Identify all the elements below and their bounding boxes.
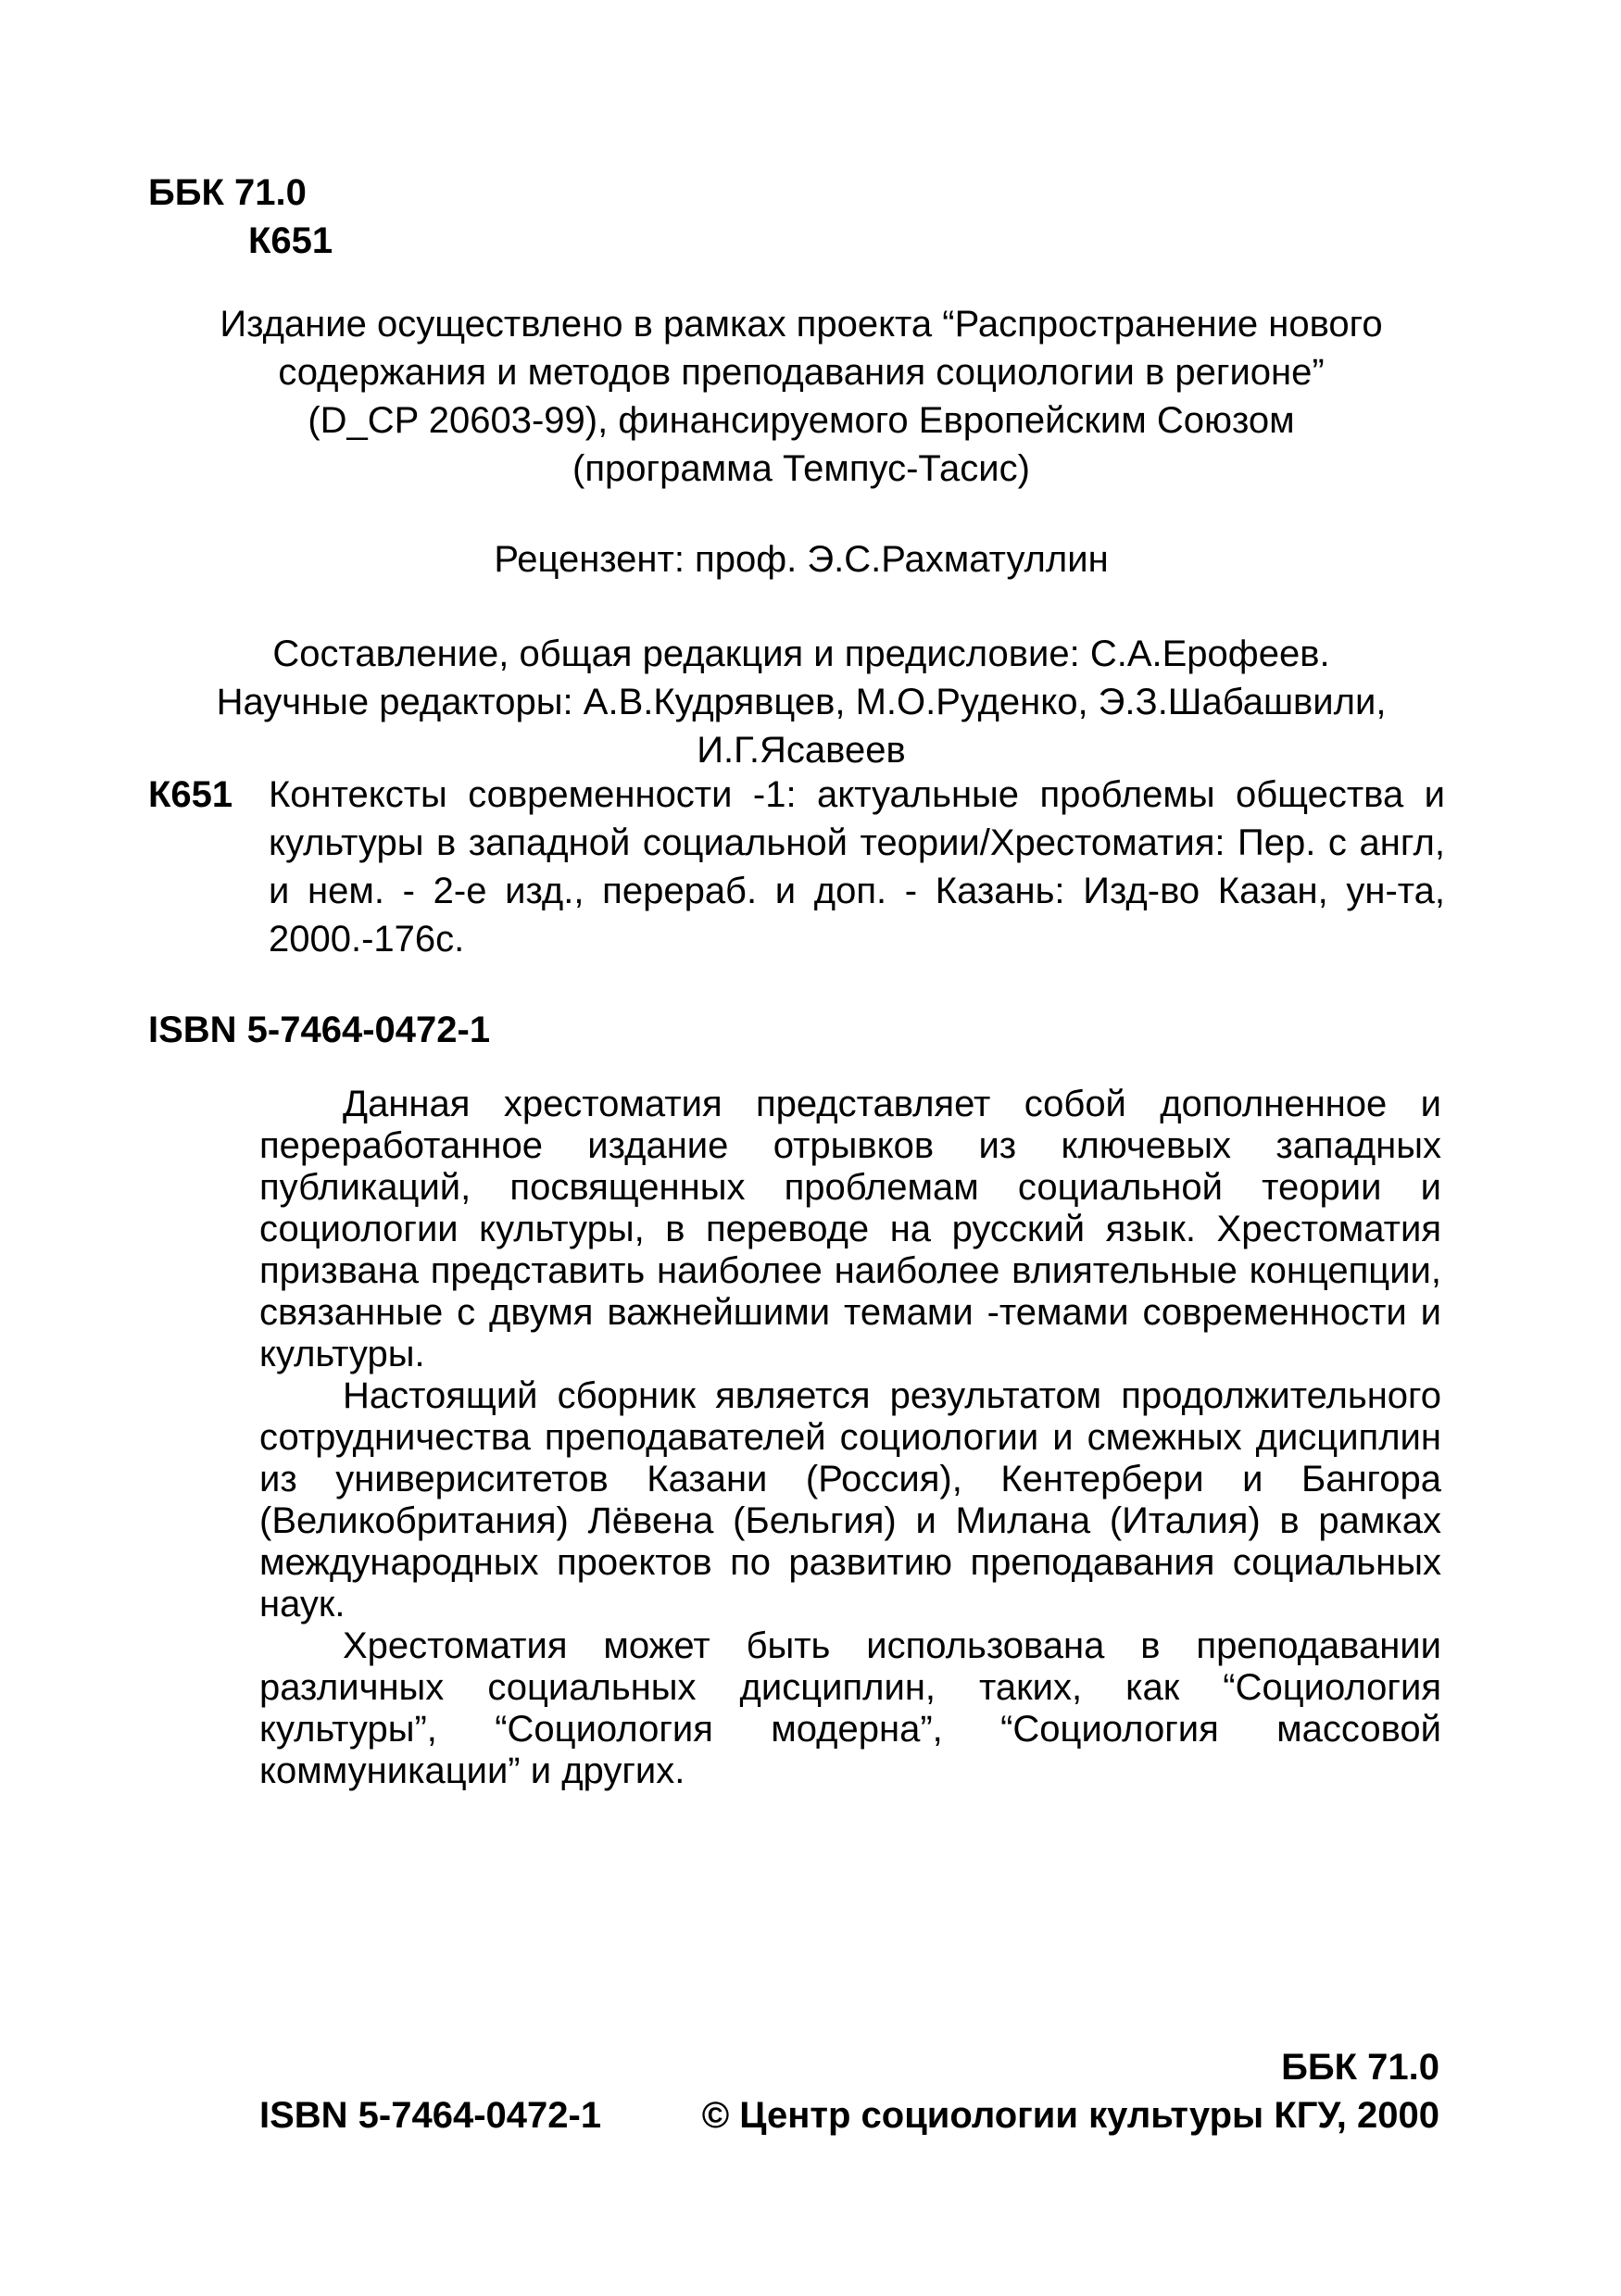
isbn-main: ISBN 5-7464-0472-1 xyxy=(148,1010,491,1050)
abstract xyxy=(259,1084,1441,1792)
editors-line: И.Г.Ясавеев xyxy=(697,730,906,771)
project-note-line: содержания и методов преподавания социологии в регионе” xyxy=(278,352,1325,393)
reviewer-line: Рецензент: проф. Э.С.Рахматуллин xyxy=(494,539,1109,580)
catalog-entry-code: К651 xyxy=(148,774,233,815)
project-note-line: Издание осуществлено в рамках проекта “Распространение нового xyxy=(220,304,1383,345)
footer-bbk: ББК 71.0 xyxy=(1281,2047,1439,2088)
footer-isbn: ISBN 5-7464-0472-1 xyxy=(259,2095,602,2136)
project-note-line: (программа Темпус-Тасис) xyxy=(572,448,1030,489)
project-note-line: (D_CP 20603-99), финансируемого Европейским Союзом xyxy=(308,400,1295,441)
footer-copyright: © Центр социологии культуры КГУ, 2000 xyxy=(701,2095,1439,2136)
bbk-classification xyxy=(148,169,333,265)
editors-line: Составление, общая редакция и предисловие: С.А.Ерофеев. xyxy=(272,634,1330,674)
editors-block xyxy=(139,630,1464,774)
author-mark: К651 xyxy=(248,220,333,261)
abstract-paragraph: Хрестоматия может быть использована в преподавании различных социальных дисциплин, таких, как “Социология культуры”, “Социология модерна”, “Социология массовой коммуникации” и других. xyxy=(259,1625,1441,1791)
catalog-entry-text: Контексты современности -1: актуальные проблемы общества и культуры в западной социальной теории/Хрестоматия: Пер. с англ, и нем. - 2-е изд., перераб. и доп. - Казань: Изд-во Казан, ун-та, 2000.-176с. xyxy=(269,774,1445,960)
catalog-entry xyxy=(148,771,1445,963)
abstract-paragraph: Данная хрестоматия представляет собой дополненное и переработанное издание отрывков из ключевых западных публикаций, посвященных проблемам социальной теории и социологии культуры, в переводе на русский язык. Хрестоматия призвана представить наиболее наиболее влиятельные концепции, связанные с двумя важнейшими темами -темами современности и культуры. xyxy=(259,1084,1441,1374)
abstract-paragraph: Настоящий сборник является результатом продолжительного сотрудничества преподавателей социологии и смежных дисциплин из универиситетов Казани (Россия), Кентербери и Бангора (Великобритания) Лёвена (Бельгия) и Милана (Италия) в рамках международных проектов по развитию преподавания социальных наук. xyxy=(259,1375,1441,1625)
bbk-index: ББК 71.0 xyxy=(148,172,307,213)
project-note xyxy=(139,300,1464,493)
editors-line: Научные редакторы: А.В.Кудрявцев, М.О.Руденко, Э.З.Шабашвили, xyxy=(216,682,1387,722)
